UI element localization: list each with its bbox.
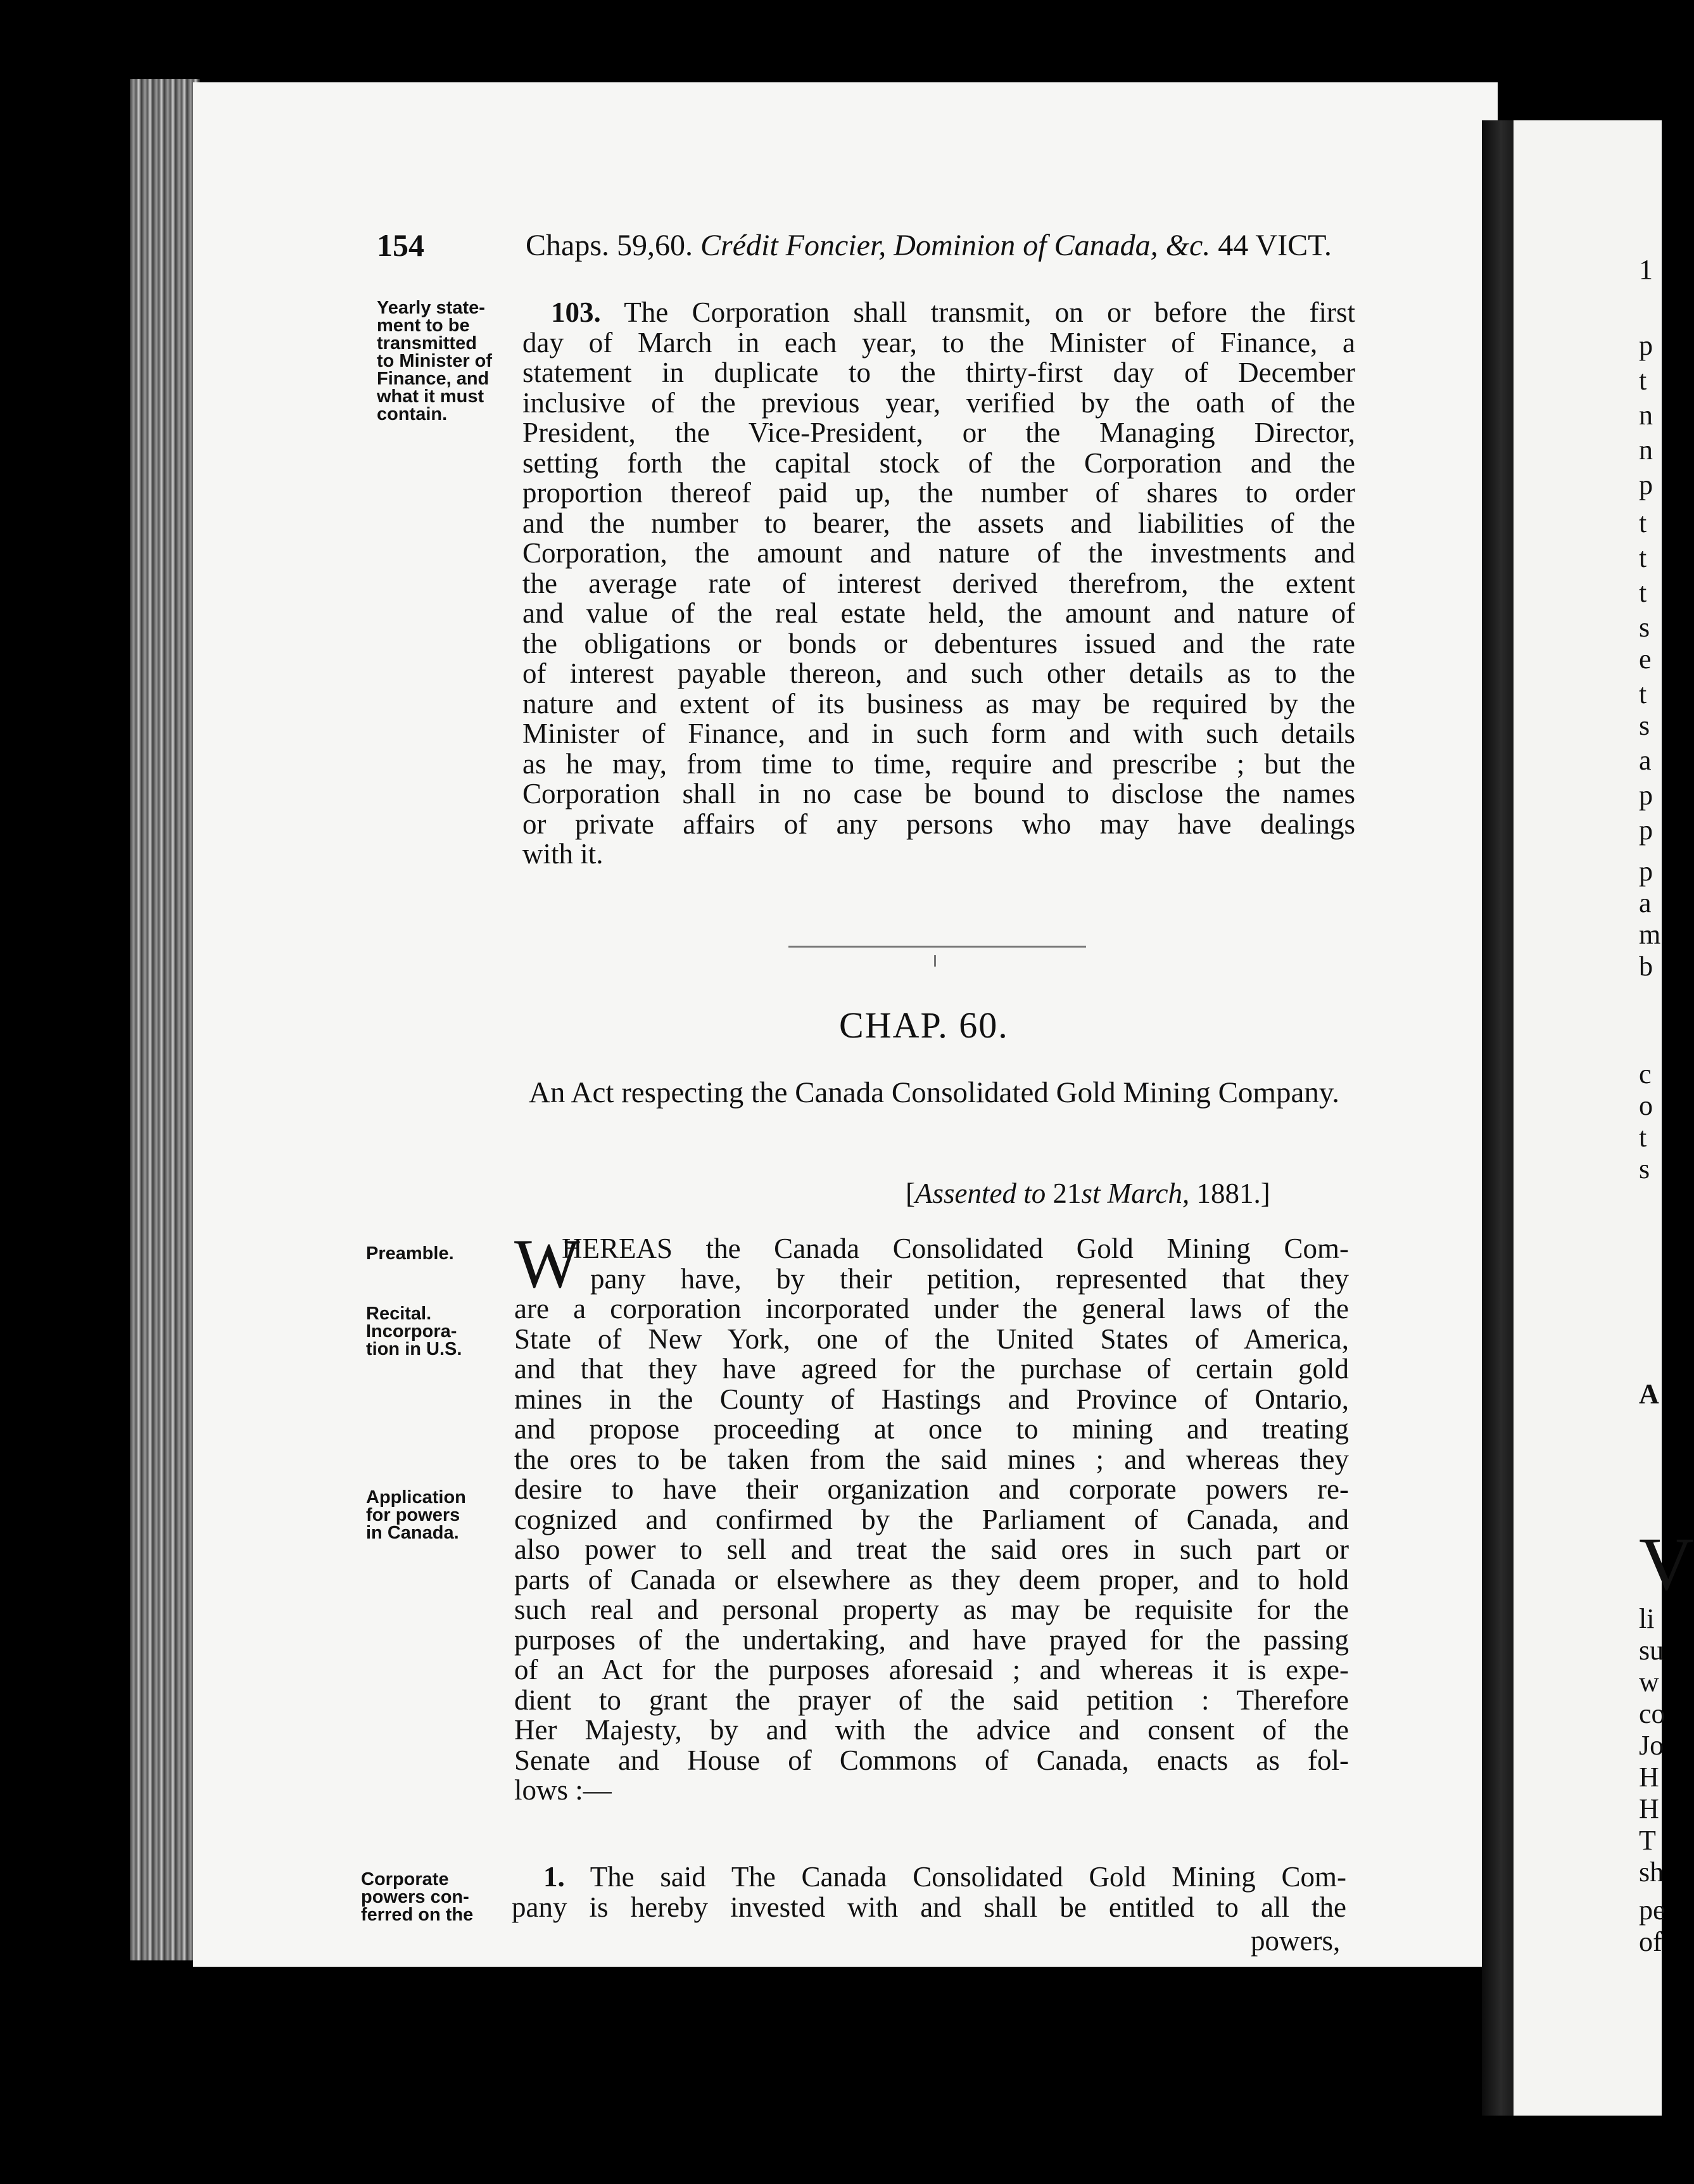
assent-day: 21 <box>1046 1178 1082 1209</box>
right-page-fragment: p <box>1639 469 1653 500</box>
text-line: of an Act for the purposes aforesaid ; and whereas it is expe- <box>514 1654 1349 1686</box>
text-line <box>522 298 1355 328</box>
margin-note-yearly-statement: Yearly state- ment to be transmitted to Minister of Finance, and what it must contain. <box>377 298 493 424</box>
text-line: and propose proceeding at once to mining and treating <box>514 1413 1349 1445</box>
text-line: pany is hereby invested with and shall be entitled to all the <box>512 1891 1346 1923</box>
text-line: with it. <box>522 838 604 870</box>
text-line: the ores to be taken from the said mines ; and whereas they <box>514 1443 1349 1475</box>
right-page-fragment: t <box>1639 1122 1647 1153</box>
right-page-fragment: c <box>1639 1058 1652 1089</box>
right-page-fragment: t <box>1639 507 1647 538</box>
divider-tick <box>934 955 936 967</box>
right-page-fragment: co <box>1639 1698 1666 1729</box>
text-line: parts of Canada or elsewhere as they deem proper, and to hold <box>514 1563 1349 1596</box>
margin-note-preamble: Preamble. <box>366 1243 454 1264</box>
right-page-fragment: H <box>1639 1762 1659 1793</box>
page-number: 154 <box>377 227 424 263</box>
text-line: proportion thereof paid up, the number of shares to order <box>522 477 1355 509</box>
text-line: Senate and House of Commons of Canada, enacts as fol- <box>514 1744 1349 1776</box>
right-page-fragment: p <box>1639 856 1653 887</box>
text-line: Corporation, the amount and nature of the investments and <box>522 537 1355 569</box>
text-line: and the number to bearer, the assets and liabilities of the <box>522 507 1355 539</box>
right-page-fragment: s <box>1639 710 1650 741</box>
right-page-fragment: Jo <box>1639 1730 1664 1761</box>
assent-bracket: [ <box>906 1178 915 1209</box>
text-line: statement in duplicate to the thirty-first day of December <box>522 357 1355 388</box>
right-page-fragment: w <box>1639 1667 1659 1698</box>
right-page-fragment: e <box>1639 644 1652 675</box>
margin-note-corporate-powers: Corporate powers con- ferred on the <box>361 1869 474 1925</box>
right-page-fragment: H <box>1639 1793 1659 1824</box>
right-page-fragment: a <box>1639 887 1652 918</box>
margin-note-recital: Recital. Incorpora- tion in U.S. <box>366 1304 462 1359</box>
assent-date <box>906 1177 1270 1210</box>
text-line: Minister of Finance, and in such form and with such details <box>522 718 1355 749</box>
text-line: mines in the County of Hastings and Province of Ontario, <box>514 1383 1349 1415</box>
drop-cap: W <box>514 1225 580 1302</box>
right-page-fragment: T <box>1639 1825 1656 1856</box>
text-line <box>512 1862 1346 1893</box>
right-page-fragment: s <box>1639 612 1650 643</box>
preamble-text <box>514 1225 1349 1806</box>
running-head-chapters: Chaps. 59,60. <box>526 229 693 262</box>
text-line: of interest payable thereon, and such other details as to the <box>522 657 1355 689</box>
text-line: pany have, by their petition, represented that they <box>590 1262 1349 1295</box>
text-line: State of New York, one of the United States of America, <box>514 1323 1349 1355</box>
right-page-fragment: m <box>1639 919 1661 950</box>
right-page-fragment: o <box>1639 1090 1653 1121</box>
text-line: and that they have agreed for the purchase of certain gold <box>514 1353 1349 1385</box>
text-line: desire to have their organization and corporate powers re- <box>514 1473 1349 1505</box>
assent-year: 1881.] <box>1189 1178 1270 1209</box>
text-line: purposes of the undertaking, and have prayed for the passing <box>514 1623 1349 1656</box>
right-page-fragment: A <box>1639 1378 1659 1409</box>
right-page-fragment: s <box>1639 1153 1650 1184</box>
right-page-fragment: t <box>1639 577 1647 608</box>
text-line: HEREAS the Canada Consolidated Gold Mining Com- <box>562 1233 1349 1264</box>
text-line: as he may, from time to time, require and prescribe ; but the <box>522 747 1355 780</box>
running-head-session: 44 VICT. <box>1218 229 1332 262</box>
text-line: inclusive of the previous year, verified by the oath of the <box>522 386 1355 419</box>
text-line-rest: The Corporation shall transmit, on or before the first <box>600 296 1355 328</box>
text-line: President, the Vice-President, or the Managing Director, <box>522 417 1355 448</box>
assent-label: Assented to <box>915 1178 1046 1209</box>
text-line: or private affairs of any persons who may have dealings <box>522 808 1355 840</box>
right-page-fragment: t <box>1639 365 1647 396</box>
right-page-fragment: li <box>1639 1603 1655 1634</box>
section-1-text <box>512 1862 1346 1922</box>
right-page-fragment: 1 <box>1639 254 1653 285</box>
text-line: dient to grant the prayer of the said petition : Therefore <box>514 1684 1349 1716</box>
right-page-fragment: su <box>1639 1635 1664 1666</box>
right-page-fragment: p <box>1639 330 1653 361</box>
text-line: day of March in each year, to the Minister of Finance, a <box>522 326 1355 359</box>
right-page-fragment: t <box>1639 678 1647 709</box>
section-divider <box>788 946 1086 948</box>
section-103-text <box>522 298 1355 870</box>
text-line: Her Majesty, by and with the advice and consent of the <box>514 1714 1349 1746</box>
text-line: the obligations or bonds or debentures issued and the rate <box>522 627 1355 659</box>
right-page-fragment: p <box>1639 780 1653 811</box>
right-page-fragment: V <box>1639 1521 1694 1606</box>
text-line: such real and personal property as may be requisite for the <box>514 1594 1349 1625</box>
section-number: 1. <box>543 1861 565 1893</box>
text-line: also power to sell and treat the said ores in such part or <box>514 1533 1349 1565</box>
right-page-fragment: n <box>1639 435 1653 466</box>
right-page-fragment: n <box>1639 400 1653 431</box>
text-line: nature and extent of its business as may be required by the <box>522 687 1355 720</box>
text-line: cognized and confirmed by the Parliament of Canada, and <box>514 1503 1349 1535</box>
text-line: lows :— <box>514 1774 612 1806</box>
running-head <box>526 228 1332 263</box>
text-line: and value of the real estate held, the amount and nature of <box>522 597 1355 629</box>
book-edge <box>130 79 199 1960</box>
act-title: An Act respecting the Canada Consolidated Gold Mining Company. <box>528 1076 1340 1109</box>
catchword: powers, <box>1251 1925 1341 1957</box>
section-number: 103. <box>551 296 601 328</box>
chapter-title: CHAP. 60. <box>839 1005 1009 1046</box>
right-page-fragment: of <box>1639 1926 1662 1957</box>
right-page-fragment: a <box>1639 745 1652 776</box>
text-line: the average rate of interest derived therefrom, the extent <box>522 567 1355 599</box>
assent-month: st March, <box>1081 1178 1190 1209</box>
right-page-fragment: p <box>1639 815 1653 846</box>
right-page-fragment: sh <box>1639 1857 1664 1888</box>
text-line: setting forth the capital stock of the Corporation and the <box>522 447 1355 479</box>
margin-note-application: Application for powers in Canada. <box>366 1487 466 1543</box>
right-page-fragment: pe <box>1639 1895 1666 1926</box>
running-head-title: Crédit Foncier, Dominion of Canada, &c. <box>700 229 1211 262</box>
text-line: are a corporation incorporated under the general laws of the <box>514 1293 1349 1324</box>
right-page-fragment: b <box>1639 951 1653 982</box>
right-page-fragment: t <box>1639 542 1647 573</box>
text-line: Corporation shall in no case be bound to disclose the names <box>522 778 1355 809</box>
text-line-rest: The said The Canada Consolidated Gold Mining Com- <box>564 1861 1346 1893</box>
